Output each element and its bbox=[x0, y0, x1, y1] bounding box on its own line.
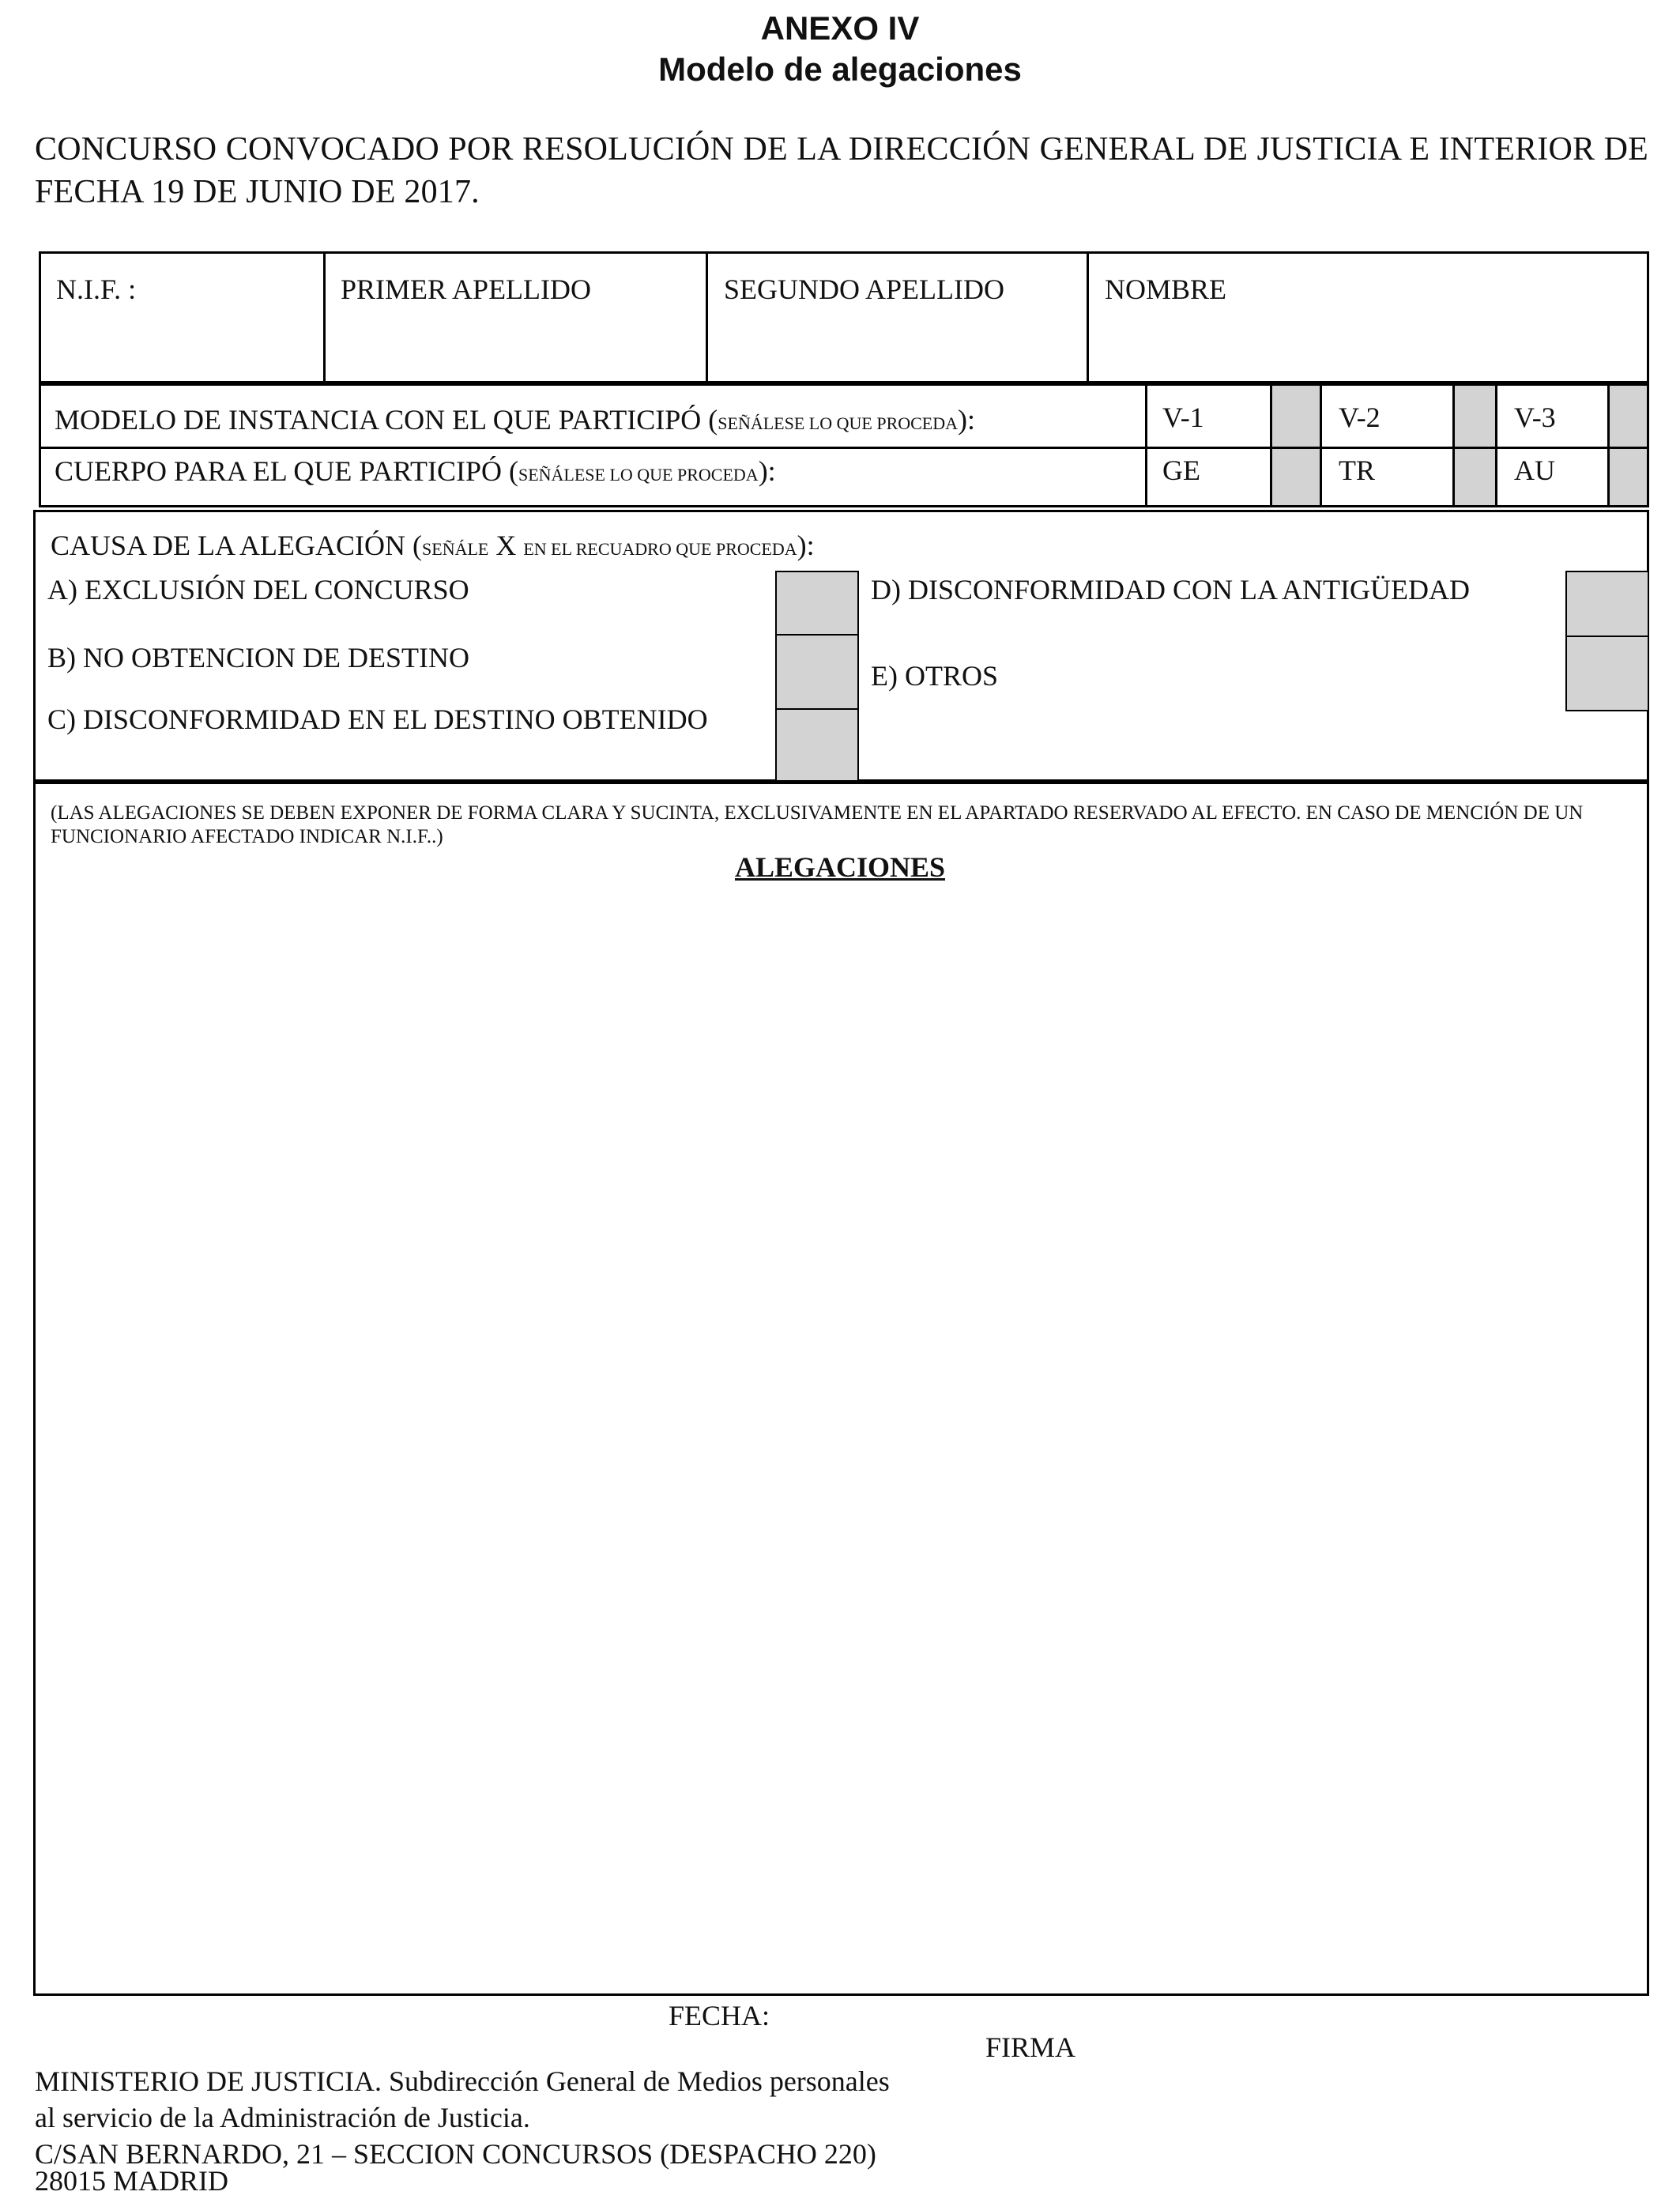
modelo-label-close: ): bbox=[958, 404, 976, 436]
checkbox-causa-b[interactable] bbox=[775, 634, 859, 710]
checkbox-tr[interactable] bbox=[1455, 449, 1495, 505]
nif-field[interactable] bbox=[49, 316, 317, 373]
address-line-2: al servicio de la Administración de Justicia. bbox=[35, 2102, 530, 2133]
divider bbox=[1087, 251, 1089, 383]
checkbox-ge[interactable] bbox=[1272, 449, 1320, 505]
primer-apellido-label: PRIMER APELLIDO bbox=[341, 273, 592, 305]
checkbox-causa-e[interactable] bbox=[1565, 636, 1649, 711]
cuerpo-label bbox=[55, 455, 776, 488]
causa-hint2: EN EL RECUADRO QUE PROCEDA bbox=[523, 539, 797, 559]
divider bbox=[323, 251, 326, 383]
nombre-label: NOMBRE bbox=[1105, 273, 1227, 305]
cuerpo-label-text: CUERPO PARA EL QUE PARTICIPÓ ( bbox=[55, 455, 518, 487]
checkbox-causa-c[interactable] bbox=[775, 708, 859, 782]
firma-label: FIRMA bbox=[985, 2031, 1076, 2063]
causa-d-label: D) DISCONFORMIDAD CON LA ANTIGÜEDAD bbox=[871, 574, 1471, 605]
option-tr-label: TR bbox=[1339, 455, 1376, 486]
causa-hint: SEÑÁLE bbox=[422, 539, 489, 559]
alegaciones-text-area[interactable] bbox=[47, 893, 1639, 1987]
cuerpo-hint: SEÑÁLESE LO QUE PROCEDA bbox=[518, 465, 759, 485]
checkbox-v2[interactable] bbox=[1455, 386, 1495, 447]
causa-c-label: C) DISCONFORMIDAD EN EL DESTINO OBTENIDO bbox=[47, 703, 708, 735]
intro-paragraph: CONCURSO CONVOCADO POR RESOLUCIÓN DE LA DIRECCIÓN GENERAL DE JUSTICIA E INTERIOR DE FECHA 19 DE JUNIO DE 2017. bbox=[35, 131, 1648, 210]
nombre-field[interactable] bbox=[1097, 316, 1644, 373]
modelo-hint: SEÑÁLESE LO QUE PROCEDA bbox=[718, 413, 959, 433]
causa-a-label: A) EXCLUSIÓN DEL CONCURSO bbox=[47, 574, 469, 605]
checkbox-causa-d[interactable] bbox=[1565, 571, 1649, 637]
option-v2-label: V-2 bbox=[1339, 402, 1381, 433]
cuerpo-label-close: ): bbox=[758, 455, 776, 487]
divider bbox=[1145, 383, 1147, 507]
divider bbox=[39, 447, 1649, 449]
alegaciones-title: ALEGACIONES bbox=[734, 851, 946, 883]
causa-e-label: E) OTROS bbox=[871, 660, 998, 692]
modelo-label-text: MODELO DE INSTANCIA CON EL QUE PARTICIPÓ ( bbox=[55, 404, 718, 436]
primer-apellido-field[interactable] bbox=[333, 316, 700, 373]
annex-title: ANEXO IV bbox=[760, 9, 920, 47]
causa-label bbox=[51, 529, 815, 562]
causa-x: X bbox=[495, 530, 517, 561]
causa-b-label: B) NO OBTENCION DE DESTINO bbox=[47, 642, 469, 673]
fecha-label: FECHA: bbox=[669, 2000, 770, 2031]
causa-label-close: ): bbox=[797, 530, 815, 561]
address-line-3: C/SAN BERNARDO, 21 – SECCION CONCURSOS (DESPACHO 220) bbox=[35, 2138, 876, 2170]
divider bbox=[1320, 383, 1322, 507]
option-au-label: AU bbox=[1514, 455, 1555, 486]
address-line-4: 28015 MADRID bbox=[35, 2165, 229, 2197]
segundo-apellido-label: SEGUNDO APELLIDO bbox=[724, 273, 1004, 305]
checkbox-v3[interactable] bbox=[1610, 386, 1647, 447]
checkbox-au[interactable] bbox=[1610, 449, 1647, 505]
divider bbox=[706, 251, 708, 383]
checkbox-causa-a[interactable] bbox=[775, 571, 859, 636]
option-ge-label: GE bbox=[1162, 455, 1200, 486]
modelo-cuerpo-box bbox=[39, 383, 1649, 507]
option-v1-label: V-1 bbox=[1162, 402, 1204, 433]
option-v3-label: V-3 bbox=[1514, 402, 1556, 433]
nif-label: N.I.F. : bbox=[56, 273, 137, 305]
alegaciones-instructions: (LAS ALEGACIONES SE DEBEN EXPONER DE FORMA CLARA Y SUCINTA, EXCLUSIVAMENTE EN EL APARTADO RESERVADO AL EFECTO. EN CASO DE MENCIÓN DE UN FUNCIONARIO AFECTADO INDICAR N.I.F..) bbox=[51, 802, 1584, 847]
address-line-1: MINISTERIO DE JUSTICIA. Subdirección General de Medios personales bbox=[35, 2065, 890, 2097]
causa-label-text: CAUSA DE LA ALEGACIÓN ( bbox=[51, 530, 423, 561]
segundo-apellido-field[interactable] bbox=[716, 316, 1081, 373]
document-subtitle: Modelo de alegaciones bbox=[658, 51, 1022, 88]
modelo-label bbox=[55, 403, 975, 436]
checkbox-v1[interactable] bbox=[1272, 386, 1320, 447]
divider bbox=[1495, 383, 1497, 507]
